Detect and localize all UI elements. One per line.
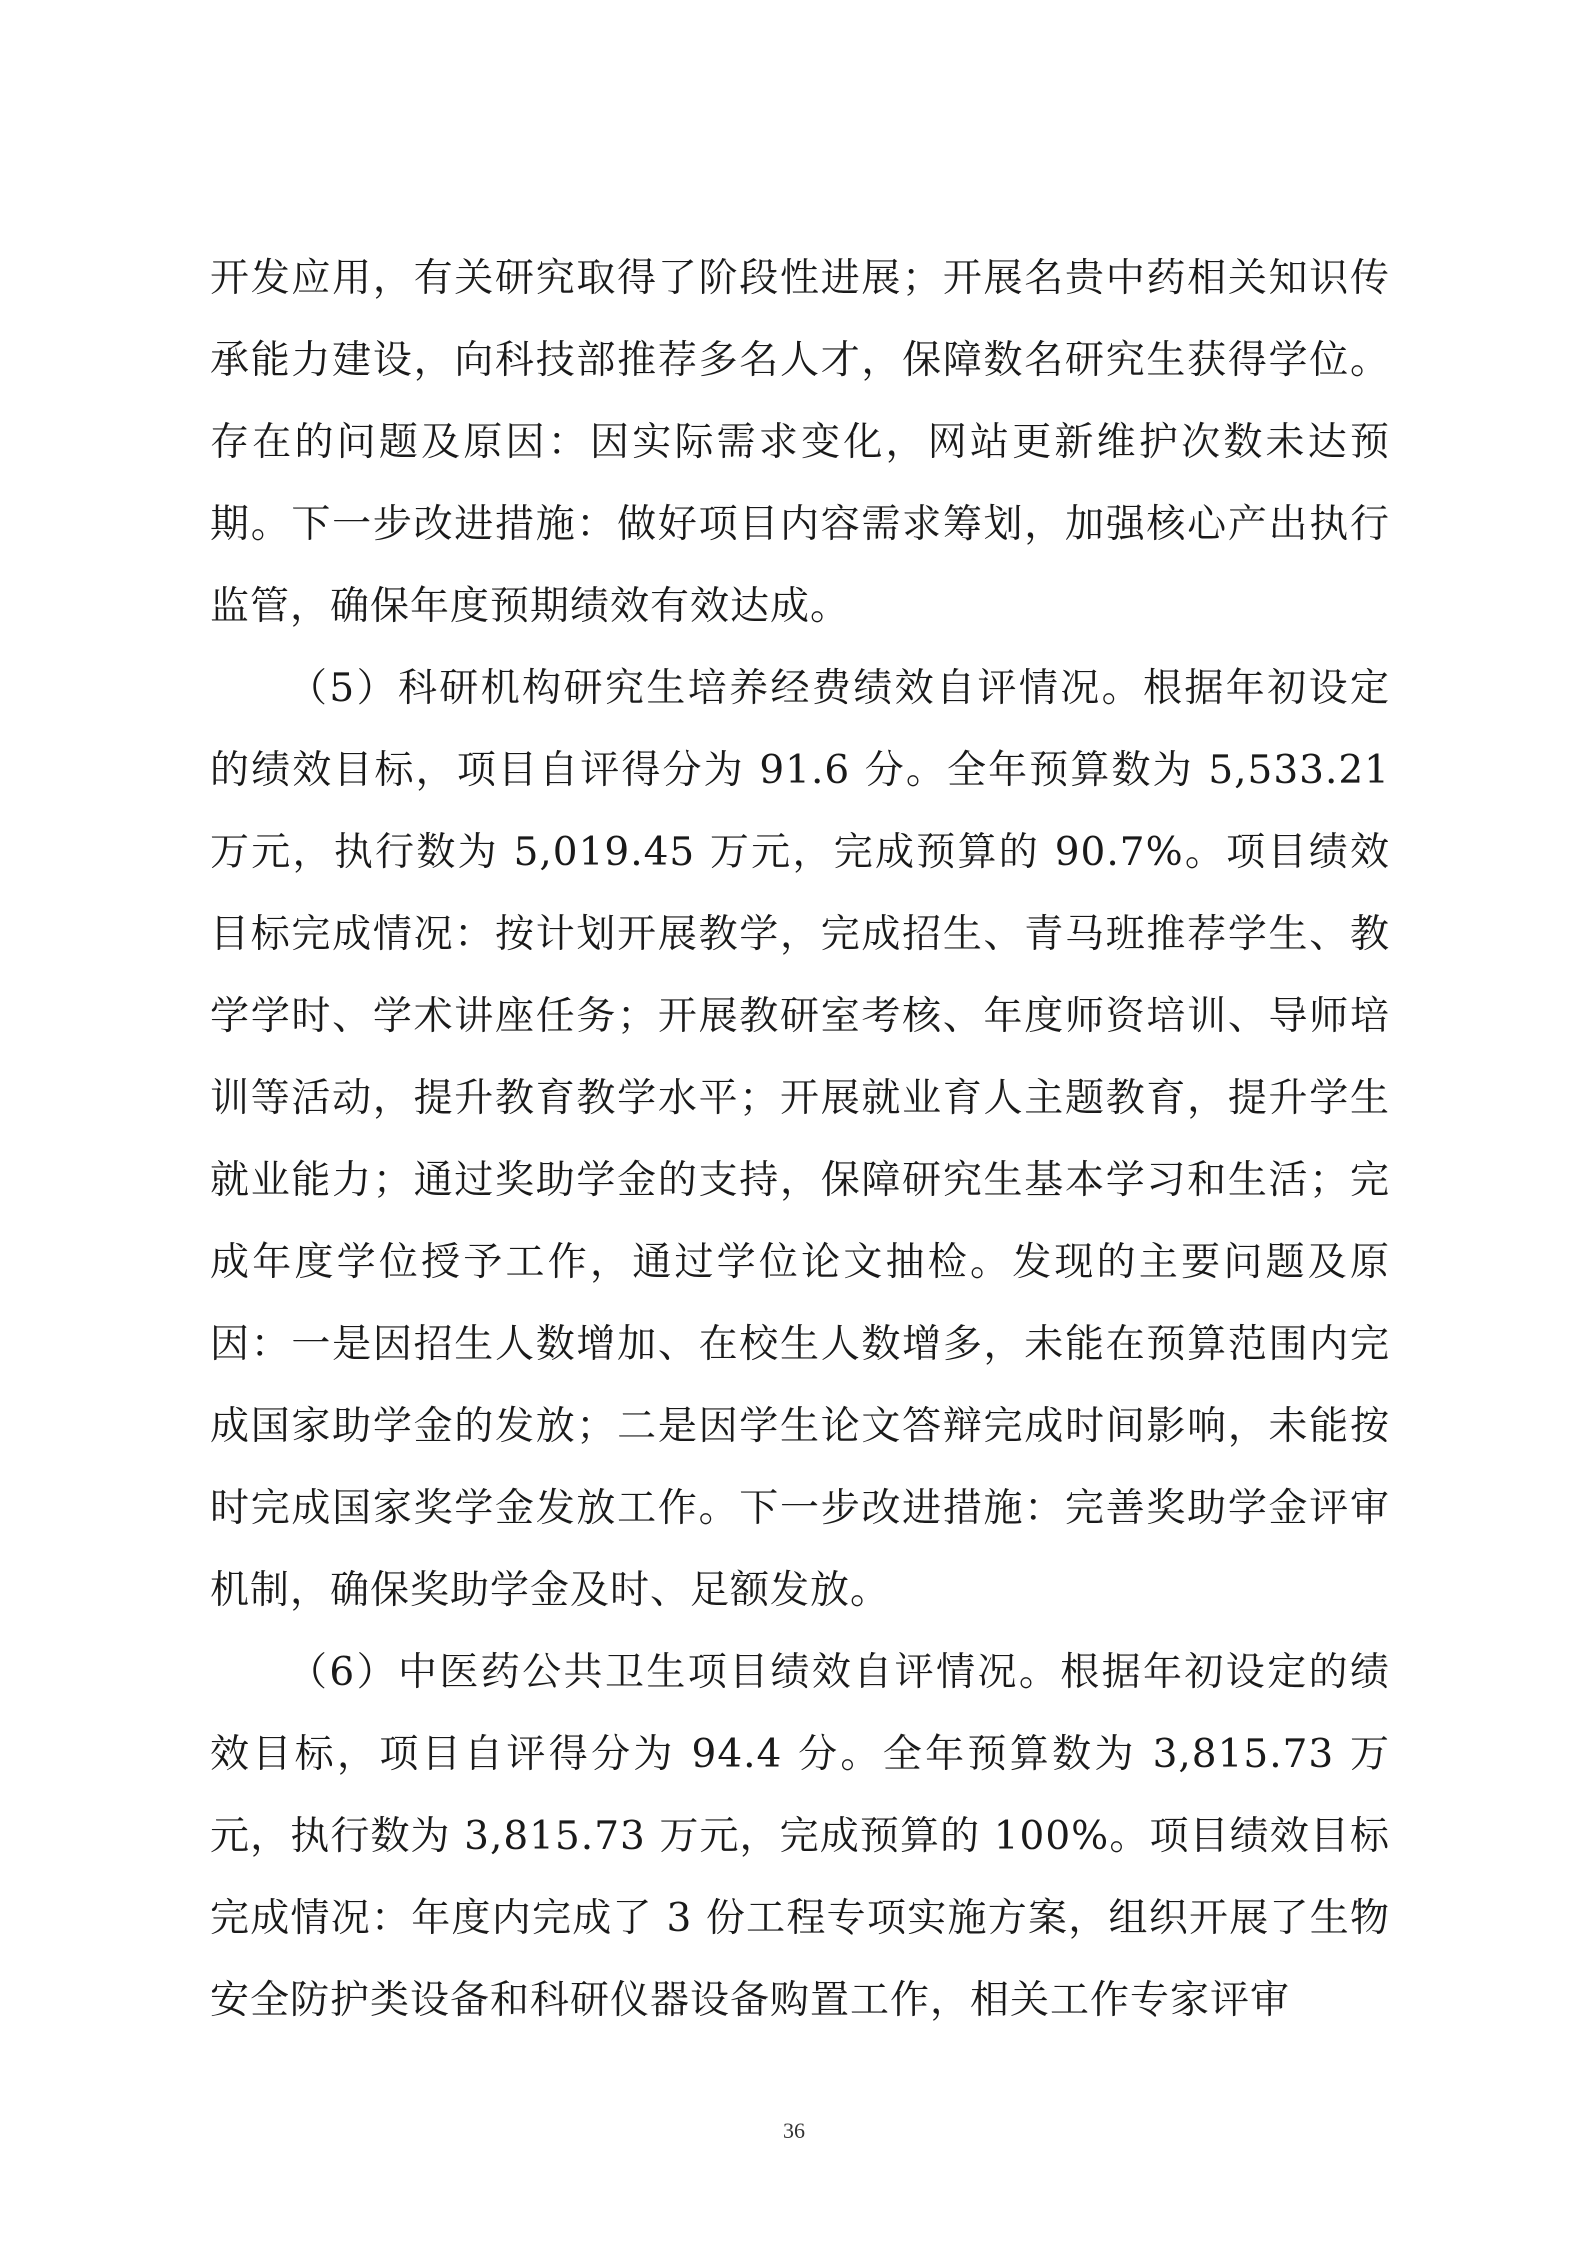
paragraph-continuation: 开发应用，有关研究取得了阶段性进展；开展名贵中药相关知识传承能力建设，向科技部推荐多名人才，保障数名研究生获得学位。存在的问题及原因：因实际需求变化，网站更新维护次数未达预期。下一步改进措施：做好项目内容需求筹划，加强核心产出执行监管，确保年度预期绩效有效达成。 <box>210 256 1390 629</box>
page-number: 36 <box>783 2118 805 2143</box>
paragraph-item-6: （6）中医药公共卫生项目绩效自评情况。根据年初设定的绩效目标，项目自评得分为 94.4 分。全年预算数为 3,815.73 万元，执行数为 3,815.73 万元，完成预算的 100%。项目绩效目标完成情况：年度内完成了 3 份工程专项实施方案，组织开展了生物安全防护类设备和科研仪器设备购置工作，相关工作专家评审 <box>210 1650 1390 2023</box>
body-text <box>210 238 1390 2042</box>
paragraph-item-5: （5）科研机构研究生培养经费绩效自评情况。根据年初设定的绩效目标，项目自评得分为 91.6 分。全年预算数为 5,533.21 万元，执行数为 5,019.45 万元，完成预算的 90.7%。项目绩效目标完成情况：按计划开展教学，完成招生、青马班推荐学生、教学学时、学术讲座任务；开展教研室考核、年度师资培训、导师培训等活动，提升教育教学水平；开展就业育人主题教育，提升学生就业能力；通过奖助学金的支持，保障研究生基本学习和生活；完成年度学位授予工作，通过学位论文抽检。发现的主要问题及原因：一是因招生人数增加、在校生人数增多，未能在预算范围内完成国家助学金的发放；二是因学生论文答辩完成时间影响，未能按时完成国家奖学金发放工作。下一步改进措施：完善奖助学金评审机制，确保奖助学金及时、足额发放。 <box>210 666 1390 1613</box>
